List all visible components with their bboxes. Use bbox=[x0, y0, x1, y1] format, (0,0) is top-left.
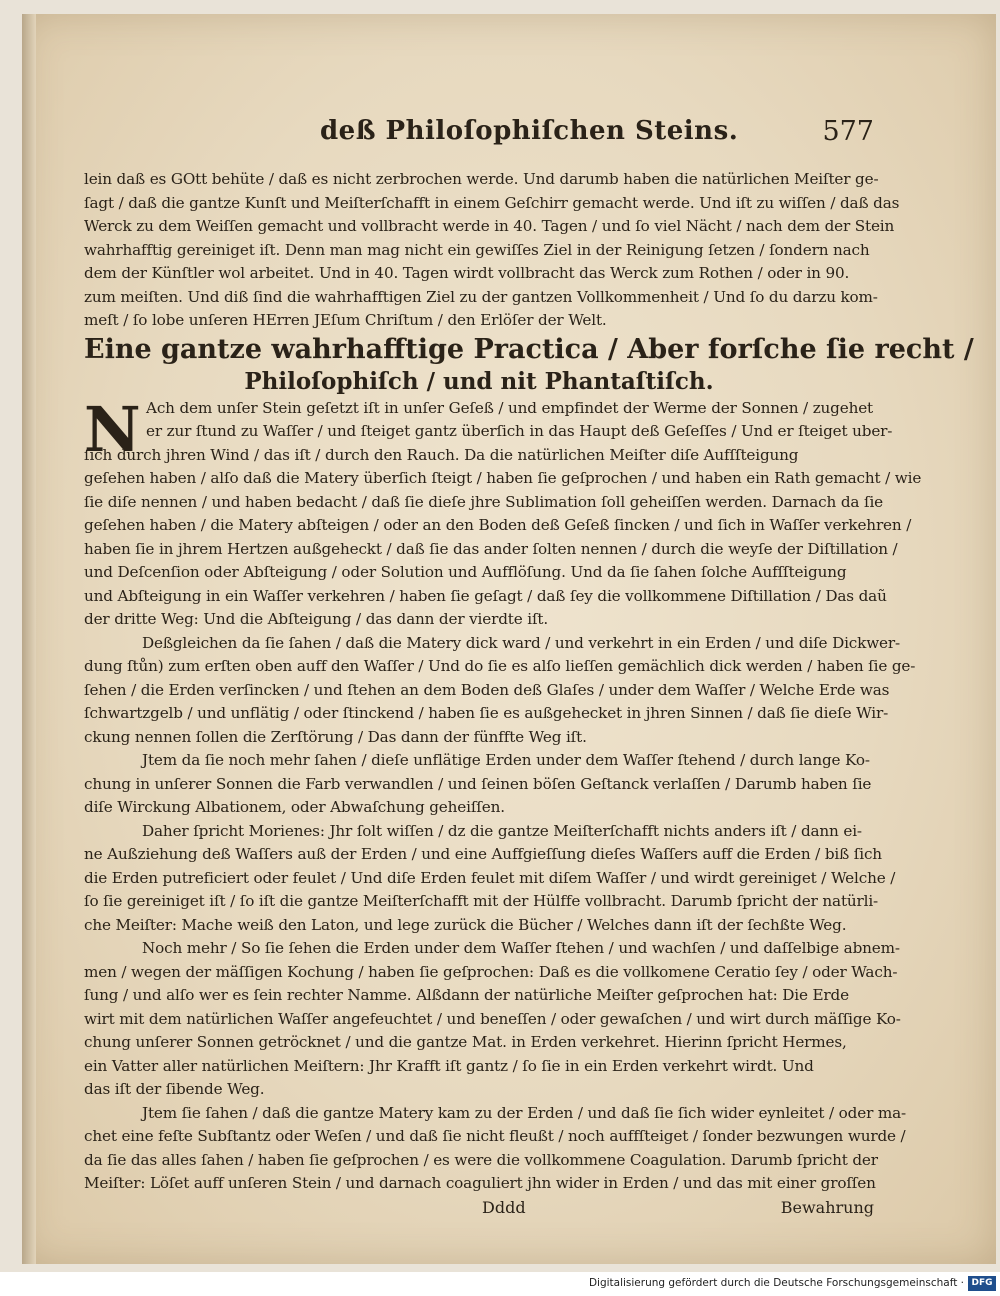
text-line: Noch mehr / So ſie ſehen die Erden under dem Waſſer ſtehen / und wachſen / und daſſelbige abnem‑ bbox=[142, 939, 900, 957]
catchword: Bewahrung bbox=[780, 1197, 874, 1217]
text-line: meſt / ſo lobe unſeren HErren JEſum Chriſtum / den Erlöſer der Welt. bbox=[84, 311, 607, 329]
text-line: Meiſter: Löſet auff unſeren Stein / und darnach coaguliert jhn wider in Erden / und das mit einer groſſen bbox=[84, 1174, 876, 1192]
text-line: geſehen haben / alſo daß die Matery überſich ſteigt / haben ſie geſprochen / und haben ein Rath gemacht / wie bbox=[84, 469, 922, 487]
section-title-line-2: Philoſophiſch / und nit Phantaſtiſch. bbox=[244, 367, 714, 395]
book-page bbox=[22, 14, 996, 1264]
body-text bbox=[84, 168, 974, 1224]
drop-capital: N bbox=[84, 392, 141, 466]
section-title-line-1: Eine gantze wahrhafftige Practica / Aber forſche ſie recht / bbox=[84, 333, 974, 365]
paragraph-6 bbox=[84, 1102, 906, 1196]
page-number: 577 bbox=[822, 116, 874, 147]
dropcap-paragraph bbox=[84, 392, 922, 632]
text-line: da ſie das alles ſahen / haben ſie geſprochen / es were die vollkommene Coagulation. Darumb ſpricht der bbox=[84, 1150, 878, 1169]
credit-bar bbox=[0, 1272, 1000, 1296]
text-line: der dritte Weg: Und die Abſteigung / das dann der vierdte iſt. bbox=[84, 610, 549, 628]
page-edge bbox=[22, 14, 36, 1264]
text-line: dung ſtůn) zum erſten oben auff den Waſſer / Und do ſie es alſo lieſſen gemächlich dick werden / haben ſie ge‑ bbox=[84, 657, 916, 675]
text-line: ſung / und alſo wer es ſein rechter Namme. Alßdann der natürliche Meiſter geſprochen hat: Die Erde bbox=[84, 986, 849, 1004]
text-line: chung in unſerer Sonnen die Farb verwandlen / und ſeinen böſen Geſtanck verlaſſen / Darumb haben ſie bbox=[84, 774, 872, 793]
text-line: ckung nennen ſollen die Zerſtörung / Das dann der fünffte Weg iſt. bbox=[84, 727, 587, 746]
text-line: chung unſerer Sonnen getröcknet / und die gantze Mat. in Erden verkehret. Hierinn ſpricht Hermes, bbox=[84, 1033, 847, 1051]
text-line: diſe Wirckung Albationem, oder Abwaſchung geheiſſen. bbox=[84, 798, 505, 816]
paragraph-3 bbox=[84, 749, 874, 820]
text-line: ſie diſe nennen / und haben bedacht / daß ſie dieſe jhre Sublimation ſoll geheiſſen werden. Darnach da ſie bbox=[84, 492, 883, 511]
text-line: das iſt der ſibende Weg. bbox=[84, 1080, 265, 1098]
text-line: lein daß es GOtt behüte / daß es nicht zerbrochen werde. Und darumb haben die natürlichen Meiſter ge‑ bbox=[84, 170, 879, 188]
text-line: ein Vatter aller natürlichen Meiſtern: Jhr Krafft iſt gantz / ſo ſie in ein Erden verkehrt wirdt. Und bbox=[84, 1056, 814, 1075]
text-line: dem der Künſtler wol arbeitet. Und in 40. Tagen wirdt vollbracht das Werck zum Rothen / oder in 90. bbox=[84, 264, 850, 282]
page-footer bbox=[84, 1198, 874, 1224]
funding-credit[interactable]: Digitalisierung gefördert durch die Deutsche Forschungsgemeinschaft · bbox=[588, 1277, 964, 1289]
text-line: geſehen haben / die Matery abſteigen / oder an den Boden deß Geſeß ſincken / und ſich in Waſſer verkehren / bbox=[84, 516, 912, 534]
paragraph-4 bbox=[84, 820, 896, 938]
text-line: er zur ſtund zu Waſſer / und ſteiget gantz überſich in das Haupt deß Geſeſſes / Und er ſteiget uber‑ bbox=[146, 422, 893, 440]
text-line: die Erden putreficiert oder feulet / Und diſe Erden feulet mit diſem Waſſer / und wirdt gereiniget / Welche / bbox=[84, 868, 896, 887]
text-line: ſchwartzgelb / und unflätig / oder ſtinckend / haben ſie es außgehecket in jhren Sinnen / daß ſie dieſe Wir‑ bbox=[84, 704, 889, 722]
text-line: chet eine feſte Subſtantz oder Weſen / und daß ſie nicht fleußt / noch auffſteiget / ſonder bezwungen wurde / bbox=[84, 1127, 906, 1145]
text-line: wahrhafftig gereiniget iſt. Denn man mag nicht ein gewiſſes Ziel in der Reinigung ſetzen / ſondern nach bbox=[84, 240, 870, 259]
text-line: ſo ſie gereiniget iſt / ſo iſt die gantze Meiſterſchafft mit der Hülffe vollbracht. Darumb ſpricht der natürli‑ bbox=[84, 892, 879, 910]
text-line: Werck zu dem Weiſſen gemacht und vollbracht werde in 40. Tagen / und ſo viel Nächt / nach dem der Stein bbox=[84, 217, 895, 235]
text-line: Daher ſpricht Morienes: Jhr ſolt wiſſen / dz die gantze Meiſterſchafft nichts anders iſt / dann ei‑ bbox=[142, 821, 862, 840]
text-line: ne Außziehung deß Waſſers auß der Erden / und eine Auffgieſſung dieſes Waſſers auff die Erden / biß ſich bbox=[84, 845, 882, 863]
running-head: deß Philoſophiſchen Steins. bbox=[320, 116, 739, 146]
text-line: ſehen / die Erden verſincken / und ſtehen an dem Boden deß Glaſes / under dem Waſſer / Welche Erde was bbox=[84, 680, 890, 699]
section-title bbox=[84, 333, 974, 397]
text-line: und Deſcenſion oder Abſteigung / oder Solution und Aufflöſung. Und da ſie ſahen ſolche Aufſſteigung bbox=[84, 563, 847, 581]
signature-mark: Dddd bbox=[482, 1197, 526, 1217]
text-line: Deßgleichen da ſie ſahen / daß die Matery dick ward / und verkehrt in ein Erden / und diſe Dickwer‑ bbox=[142, 633, 900, 652]
paragraph-5 bbox=[84, 937, 901, 1102]
text-line: ſagt / daß die gantze Kunſt und Meiſterſchafft in einem Geſchirr gemacht werde. Und iſt zu wiſſen / daß das bbox=[84, 193, 900, 212]
text-line: men / wegen der mäſſigen Kochung / haben ſie geſprochen: Daß es die vollkomene Ceratio ſey / oder Wach‑ bbox=[84, 962, 898, 981]
paragraph-2 bbox=[84, 632, 916, 750]
text-line: Ach dem unſer Stein geſetzt iſt in unſer Geſeß / und empfindet der Werme der Sonnen / zugehet bbox=[146, 398, 874, 417]
dfg-logo[interactable]: DFG bbox=[968, 1276, 996, 1291]
text-line: wirt mit dem natürlichen Waſſer angefeuchtet / und beneſſen / oder gewaſchen / und wirt durch mäſſige Ko‑ bbox=[84, 1009, 901, 1028]
text-line: ſich durch jhren Wind / das iſt / durch den Rauch. Da die natürlichen Meiſter diſe Aufſſteigung bbox=[84, 445, 799, 464]
text-line: zum meiſten. Und diß ſind die wahrhafftigen Ziel zu der gantzen Vollkommenheit / Und ſo du darzu kom‑ bbox=[84, 287, 878, 306]
text-line: und Abſteigung in ein Waſſer verkehren / haben ſie geſagt / daß ſey die vollkommene Diſtillation / Das daũ bbox=[84, 586, 887, 605]
text-line: Jtem da ſie noch mehr ſahen / dieſe unflätige Erden under dem Waſſer ſtehend / durch lange Ko‑ bbox=[142, 751, 870, 769]
intro-paragraph bbox=[84, 168, 900, 333]
text-line: che Meiſter: Mache weiß den Laton, und lege zurück die Bücher / Welches dann iſt der ſechßte Weg. bbox=[84, 915, 847, 934]
text-line: haben ſie in jhrem Hertzen außgeheckt / daß ſie das ander ſolten nennen / durch die weyſe der Diſtillation / bbox=[84, 539, 898, 558]
text-line: Jtem ſie ſahen / daß die gantze Matery kam zu der Erden / und daß ſie ſich wider eynleitet / oder ma‑ bbox=[142, 1103, 906, 1122]
page-header bbox=[320, 114, 874, 154]
